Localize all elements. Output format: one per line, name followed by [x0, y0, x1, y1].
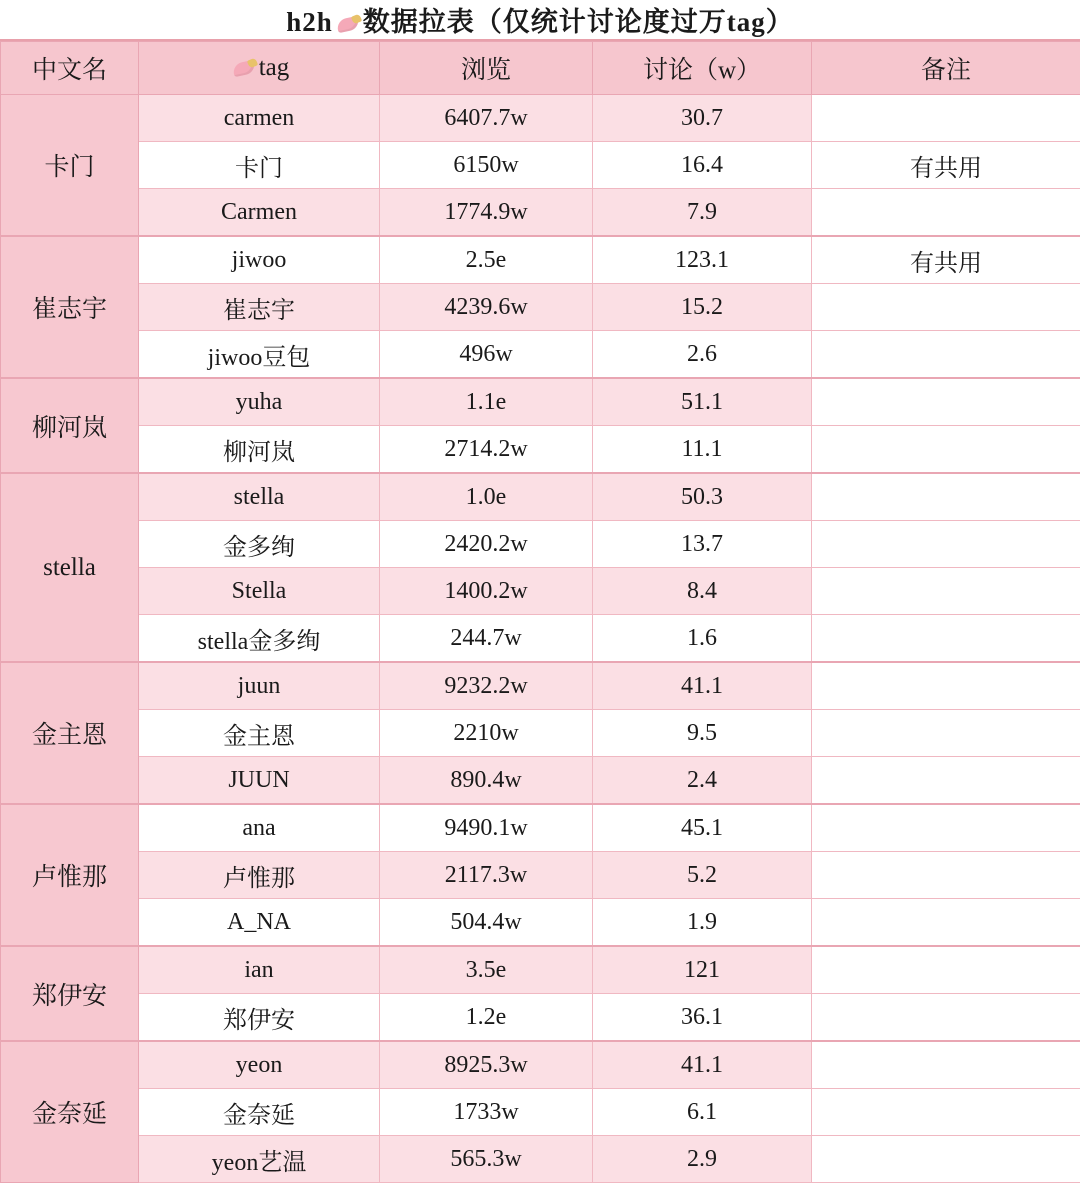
tag-cell: yuha — [139, 378, 380, 426]
table-row — [1, 521, 1080, 568]
tag-cell: yeon艺温 — [139, 1136, 380, 1183]
title-suffix: 数据拉表（仅统计讨论度过万tag） — [363, 7, 794, 37]
note-cell — [812, 710, 1080, 757]
tag-cell: ian — [139, 946, 380, 994]
discussion-cell: 45.1 — [593, 804, 812, 852]
note-cell — [812, 426, 1080, 474]
views-cell: 4239.6w — [380, 284, 593, 331]
note-cell — [812, 521, 1080, 568]
note-cell — [812, 615, 1080, 663]
views-cell: 9490.1w — [380, 804, 593, 852]
table-row — [1, 1089, 1080, 1136]
tag-cell: ana — [139, 804, 380, 852]
table-body — [1, 95, 1080, 1183]
column-header-tag — [139, 42, 380, 95]
tag-cell: 柳河岚 — [139, 426, 380, 474]
views-cell: 2714.2w — [380, 426, 593, 474]
note-cell — [812, 1041, 1080, 1089]
group-name-cell: stella — [1, 473, 139, 662]
table-row — [1, 710, 1080, 757]
column-header-name: 中文名 — [1, 42, 139, 95]
column-header-note: 备注 — [812, 42, 1080, 95]
views-cell: 2117.3w — [380, 852, 593, 899]
table-row — [1, 236, 1080, 284]
views-cell: 2210w — [380, 710, 593, 757]
views-cell: 8925.3w — [380, 1041, 593, 1089]
tag-cell: JUUN — [139, 757, 380, 805]
table-row — [1, 615, 1080, 663]
note-cell — [812, 662, 1080, 710]
note-cell — [812, 95, 1080, 142]
note-cell — [812, 1089, 1080, 1136]
views-cell: 496w — [380, 331, 593, 379]
column-header-discussion: 讨论（w） — [593, 42, 812, 95]
discussion-cell: 1.9 — [593, 899, 812, 947]
views-cell: 2.5e — [380, 236, 593, 284]
table-row — [1, 946, 1080, 994]
discussion-cell: 15.2 — [593, 284, 812, 331]
pepper-icon — [335, 13, 361, 35]
views-cell: 2420.2w — [380, 521, 593, 568]
tag-cell: 郑伊安 — [139, 994, 380, 1042]
group-name-cell: 金奈延 — [1, 1041, 139, 1183]
views-cell: 244.7w — [380, 615, 593, 663]
views-cell: 1733w — [380, 1089, 593, 1136]
column-header-tag-label: tag — [259, 54, 290, 81]
table-row — [1, 189, 1080, 237]
table-row — [1, 804, 1080, 852]
views-cell: 565.3w — [380, 1136, 593, 1183]
views-cell: 6150w — [380, 142, 593, 189]
discussion-cell: 123.1 — [593, 236, 812, 284]
discussion-cell: 41.1 — [593, 662, 812, 710]
views-cell: 1774.9w — [380, 189, 593, 237]
column-header-views: 浏览 — [380, 42, 593, 95]
note-cell — [812, 189, 1080, 237]
table-row — [1, 284, 1080, 331]
tag-cell: jiwoo豆包 — [139, 331, 380, 379]
discussion-cell: 51.1 — [593, 378, 812, 426]
table-row — [1, 662, 1080, 710]
discussion-cell: 30.7 — [593, 95, 812, 142]
group-name-cell: 卢惟那 — [1, 804, 139, 946]
discussion-cell: 9.5 — [593, 710, 812, 757]
discussion-cell: 8.4 — [593, 568, 812, 615]
note-cell — [812, 946, 1080, 994]
tag-cell: stella金多绚 — [139, 615, 380, 663]
table-row — [1, 473, 1080, 521]
note-cell — [812, 568, 1080, 615]
tag-cell: juun — [139, 662, 380, 710]
table-row — [1, 1041, 1080, 1089]
tag-cell: carmen — [139, 95, 380, 142]
tag-cell: 卢惟那 — [139, 852, 380, 899]
table-row — [1, 1136, 1080, 1183]
group-name-cell: 柳河岚 — [1, 378, 139, 473]
views-cell: 504.4w — [380, 899, 593, 947]
tag-cell: 金多绚 — [139, 521, 380, 568]
pepper-icon — [231, 57, 257, 79]
note-cell: 有共用 — [812, 236, 1080, 284]
tag-cell: stella — [139, 473, 380, 521]
views-cell: 1.1e — [380, 378, 593, 426]
tag-cell: yeon — [139, 1041, 380, 1089]
tag-cell: Stella — [139, 568, 380, 615]
views-cell: 1400.2w — [380, 568, 593, 615]
note-cell: 有共用 — [812, 142, 1080, 189]
note-cell — [812, 378, 1080, 426]
table-header — [1, 42, 1080, 95]
views-cell: 3.5e — [380, 946, 593, 994]
group-name-cell: 卡门 — [1, 95, 139, 237]
header-row — [1, 42, 1080, 95]
discussion-cell: 16.4 — [593, 142, 812, 189]
views-cell: 6407.7w — [380, 95, 593, 142]
document-title-bar — [0, 0, 1080, 41]
note-cell — [812, 1136, 1080, 1183]
table-row — [1, 378, 1080, 426]
discussion-cell: 7.9 — [593, 189, 812, 237]
note-cell — [812, 994, 1080, 1042]
note-cell — [812, 852, 1080, 899]
group-name-cell: 崔志宇 — [1, 236, 139, 378]
table-row — [1, 568, 1080, 615]
note-cell — [812, 473, 1080, 521]
discussion-cell: 1.6 — [593, 615, 812, 663]
discussion-cell: 6.1 — [593, 1089, 812, 1136]
table-row — [1, 899, 1080, 947]
discussion-cell: 13.7 — [593, 521, 812, 568]
note-cell — [812, 757, 1080, 805]
tag-cell: A_NA — [139, 899, 380, 947]
group-name-cell: 郑伊安 — [1, 946, 139, 1041]
note-cell — [812, 331, 1080, 379]
discussion-cell: 121 — [593, 946, 812, 994]
views-cell: 1.2e — [380, 994, 593, 1042]
discussion-cell: 2.4 — [593, 757, 812, 805]
table-row — [1, 426, 1080, 474]
views-cell: 9232.2w — [380, 662, 593, 710]
table-row — [1, 852, 1080, 899]
group-name-cell: 金主恩 — [1, 662, 139, 804]
data-table — [0, 41, 1080, 1183]
table-row — [1, 95, 1080, 142]
tag-cell: Carmen — [139, 189, 380, 237]
table-row — [1, 142, 1080, 189]
tag-cell: jiwoo — [139, 236, 380, 284]
tag-cell: 卡门 — [139, 142, 380, 189]
discussion-cell: 2.9 — [593, 1136, 812, 1183]
title-prefix: h2h — [286, 7, 333, 37]
page-title — [286, 0, 794, 39]
tag-cell: 崔志宇 — [139, 284, 380, 331]
discussion-cell: 36.1 — [593, 994, 812, 1042]
discussion-cell: 2.6 — [593, 331, 812, 379]
table-row — [1, 331, 1080, 379]
discussion-cell: 11.1 — [593, 426, 812, 474]
views-cell: 890.4w — [380, 757, 593, 805]
discussion-cell: 5.2 — [593, 852, 812, 899]
discussion-cell: 41.1 — [593, 1041, 812, 1089]
note-cell — [812, 899, 1080, 947]
views-cell: 1.0e — [380, 473, 593, 521]
note-cell — [812, 284, 1080, 331]
discussion-cell: 50.3 — [593, 473, 812, 521]
table-row — [1, 757, 1080, 805]
tag-cell: 金主恩 — [139, 710, 380, 757]
table-row — [1, 994, 1080, 1042]
tag-cell: 金奈延 — [139, 1089, 380, 1136]
note-cell — [812, 804, 1080, 852]
